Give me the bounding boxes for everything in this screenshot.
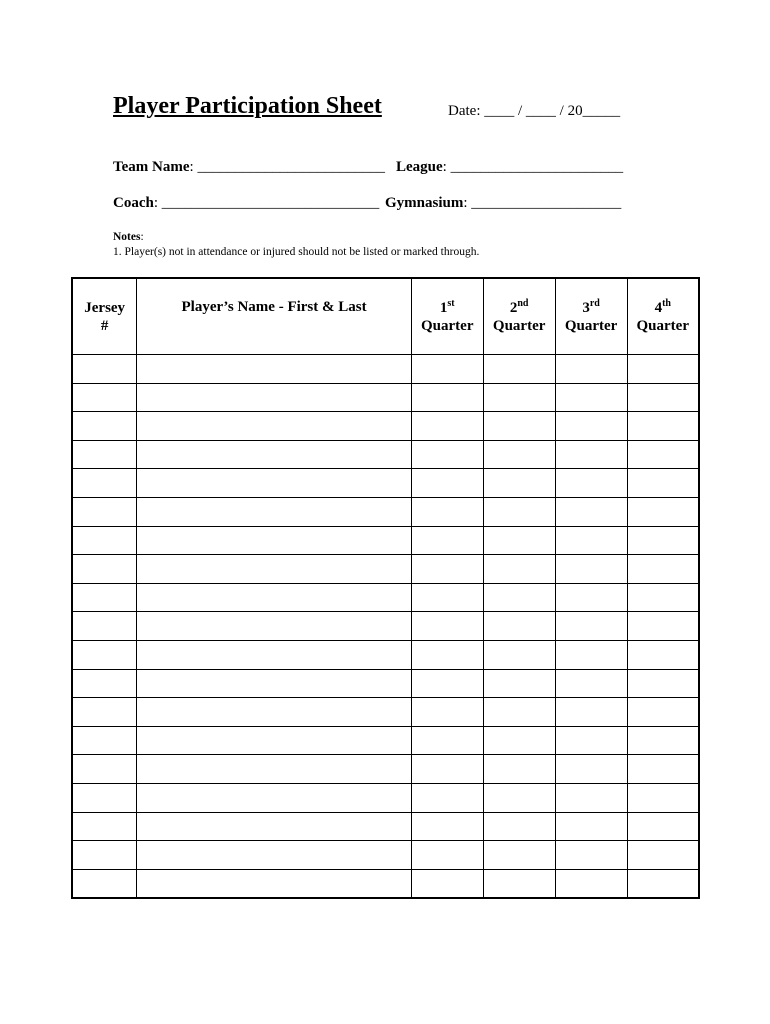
quarter-1-cell[interactable]: [411, 698, 483, 727]
quarter-2-cell[interactable]: [483, 526, 555, 555]
coach-field: [113, 195, 379, 212]
player-name-cell[interactable]: [137, 612, 412, 641]
jersey-cell[interactable]: [72, 869, 137, 898]
player-name-cell[interactable]: [137, 869, 412, 898]
player-name-header: [137, 278, 412, 355]
table-row: [72, 612, 699, 641]
quarter-4-cell[interactable]: [627, 726, 699, 755]
note-item: 1. Player(s) not in attendance or injured should not be listed or marked through.: [113, 246, 480, 258]
quarter-1-cell[interactable]: [411, 640, 483, 669]
quarter-2-cell[interactable]: [483, 440, 555, 469]
quarter-3-cell[interactable]: [555, 555, 627, 584]
quarter-4-header: [627, 278, 699, 355]
gymnasium-label: Gymnasium: [385, 195, 464, 211]
quarter-1-header: [411, 278, 483, 355]
quarter-2-cell[interactable]: [483, 555, 555, 584]
player-name-cell[interactable]: [137, 355, 412, 384]
quarter-2-cell[interactable]: [483, 698, 555, 727]
quarter-3-cell[interactable]: [555, 355, 627, 384]
player-name-cell[interactable]: [137, 669, 412, 698]
player-name-cell[interactable]: [137, 497, 412, 526]
quarter-2-cell[interactable]: [483, 812, 555, 841]
jersey-cell[interactable]: [72, 812, 137, 841]
player-name-cell[interactable]: [137, 383, 412, 412]
quarter-1-cell[interactable]: [411, 440, 483, 469]
table-row: [72, 497, 699, 526]
quarter-3-cell[interactable]: [555, 440, 627, 469]
player-name-cell[interactable]: [137, 783, 412, 812]
quarter-3-cell[interactable]: [555, 812, 627, 841]
table-row: [72, 469, 699, 498]
team-name-field: [113, 159, 385, 176]
team-name-blank: : _________________________: [189, 159, 385, 175]
quarter-2-cell[interactable]: [483, 783, 555, 812]
table-row: [72, 755, 699, 784]
jersey-header-line1: Jersey: [84, 299, 126, 316]
quarter-3-label: Quarter: [564, 317, 618, 334]
jersey-cell[interactable]: [72, 412, 137, 441]
table-row: [72, 526, 699, 555]
quarter-1-cell[interactable]: [411, 583, 483, 612]
quarter-4-cell[interactable]: [627, 440, 699, 469]
quarter-3-number: 3: [582, 299, 590, 316]
quarter-2-cell[interactable]: [483, 640, 555, 669]
quarter-3-cell[interactable]: [555, 783, 627, 812]
quarter-4-cell[interactable]: [627, 869, 699, 898]
table-body: [72, 355, 699, 899]
jersey-cell[interactable]: [72, 755, 137, 784]
player-name-cell[interactable]: [137, 412, 412, 441]
jersey-cell[interactable]: [72, 583, 137, 612]
quarter-2-cell[interactable]: [483, 726, 555, 755]
jersey-cell[interactable]: [72, 383, 137, 412]
table-row: [72, 698, 699, 727]
player-name-cell[interactable]: [137, 640, 412, 669]
quarter-4-cell[interactable]: [627, 755, 699, 784]
player-name-cell[interactable]: [137, 841, 412, 870]
player-name-cell[interactable]: [137, 469, 412, 498]
quarter-2-cell[interactable]: [483, 755, 555, 784]
quarter-2-number: 2: [509, 299, 518, 316]
quarter-4-cell[interactable]: [627, 640, 699, 669]
quarter-3-cell[interactable]: [555, 383, 627, 412]
jersey-cell[interactable]: [72, 841, 137, 870]
coach-label: Coach: [113, 195, 154, 211]
quarter-1-cell[interactable]: [411, 783, 483, 812]
table-row: [72, 583, 699, 612]
jersey-cell[interactable]: [72, 698, 137, 727]
player-name-cell[interactable]: [137, 698, 412, 727]
quarter-3-cell[interactable]: [555, 841, 627, 870]
quarter-2-cell[interactable]: [483, 412, 555, 441]
quarter-4-cell[interactable]: [627, 698, 699, 727]
jersey-cell[interactable]: [72, 726, 137, 755]
quarter-4-cell[interactable]: [627, 383, 699, 412]
jersey-cell[interactable]: [72, 526, 137, 555]
jersey-header-line2: #: [100, 317, 109, 334]
notes-section: [113, 230, 479, 260]
quarter-3-cell[interactable]: [555, 612, 627, 641]
table-row: [72, 726, 699, 755]
quarter-3-cell[interactable]: [555, 469, 627, 498]
quarter-3-cell[interactable]: [555, 412, 627, 441]
quarter-3-suffix: rd: [589, 297, 600, 309]
quarter-2-cell[interactable]: [483, 841, 555, 870]
quarter-4-label: Quarter: [636, 317, 689, 334]
player-name-cell[interactable]: [137, 555, 412, 584]
quarter-4-cell[interactable]: [627, 526, 699, 555]
quarter-2-cell[interactable]: [483, 355, 555, 384]
quarter-1-suffix: st: [447, 297, 455, 309]
table-row: [72, 440, 699, 469]
quarter-4-cell[interactable]: [627, 469, 699, 498]
quarter-1-number: 1: [439, 299, 448, 316]
notes-label-colon: :: [140, 231, 144, 243]
quarter-3-cell[interactable]: [555, 869, 627, 898]
quarter-4-number: 4: [654, 299, 663, 316]
quarter-2-cell[interactable]: [483, 669, 555, 698]
quarter-1-cell[interactable]: [411, 612, 483, 641]
gymnasium-field: [385, 195, 621, 212]
table-row: [72, 869, 699, 898]
quarter-2-cell[interactable]: [483, 583, 555, 612]
table-row: [72, 841, 699, 870]
quarter-4-cell[interactable]: [627, 669, 699, 698]
quarter-3-cell[interactable]: [555, 698, 627, 727]
player-name-header-label: Player’s Name - First & Last: [181, 299, 367, 315]
quarter-4-cell[interactable]: [627, 612, 699, 641]
quarter-3-cell[interactable]: [555, 755, 627, 784]
league-blank: : _______________________: [442, 159, 624, 175]
quarter-4-cell[interactable]: [627, 497, 699, 526]
player-name-cell[interactable]: [137, 755, 412, 784]
coach-blank: : _____________________________: [153, 195, 380, 211]
quarter-4-cell[interactable]: [627, 583, 699, 612]
team-name-label: Team Name: [113, 159, 190, 175]
jersey-cell[interactable]: [72, 555, 137, 584]
league-label: League: [396, 159, 443, 175]
quarter-4-suffix: th: [662, 297, 671, 309]
quarter-1-cell[interactable]: [411, 383, 483, 412]
quarter-2-cell[interactable]: [483, 497, 555, 526]
table-row: [72, 669, 699, 698]
page-title: Player Participation Sheet: [113, 93, 382, 119]
jersey-cell[interactable]: [72, 669, 137, 698]
quarter-2-cell[interactable]: [483, 469, 555, 498]
quarter-4-cell[interactable]: [627, 841, 699, 870]
player-name-cell[interactable]: [137, 526, 412, 555]
table-row: [72, 640, 699, 669]
quarter-1-cell[interactable]: [411, 497, 483, 526]
jersey-cell[interactable]: [72, 612, 137, 641]
quarter-4-cell[interactable]: [627, 355, 699, 384]
jersey-cell[interactable]: [72, 440, 137, 469]
participation-table: [71, 277, 700, 899]
quarter-1-cell[interactable]: [411, 726, 483, 755]
quarter-3-cell[interactable]: [555, 583, 627, 612]
quarter-1-label: Quarter: [421, 317, 474, 334]
jersey-cell[interactable]: [72, 355, 137, 384]
quarter-3-cell[interactable]: [555, 497, 627, 526]
quarter-4-cell[interactable]: [627, 555, 699, 584]
quarter-4-cell[interactable]: [627, 783, 699, 812]
quarter-1-cell[interactable]: [411, 812, 483, 841]
jersey-cell[interactable]: [72, 497, 137, 526]
jersey-cell[interactable]: [72, 640, 137, 669]
quarter-2-cell[interactable]: [483, 869, 555, 898]
player-name-cell[interactable]: [137, 812, 412, 841]
quarter-1-cell[interactable]: [411, 412, 483, 441]
quarter-1-cell[interactable]: [411, 869, 483, 898]
quarter-2-label: Quarter: [492, 317, 546, 334]
table-row: [72, 555, 699, 584]
quarter-3-cell[interactable]: [555, 669, 627, 698]
quarter-2-cell[interactable]: [483, 383, 555, 412]
date-field: Date: ____ / ____ / 20_____: [448, 103, 621, 119]
league-field: [396, 159, 623, 176]
table-row: [72, 383, 699, 412]
player-name-cell[interactable]: [137, 726, 412, 755]
jersey-cell[interactable]: [72, 783, 137, 812]
quarter-1-cell[interactable]: [411, 526, 483, 555]
table-header-row: [72, 278, 699, 355]
quarter-1-cell[interactable]: [411, 669, 483, 698]
quarter-2-suffix: nd: [517, 297, 529, 309]
table-row: [72, 355, 699, 384]
quarter-4-cell[interactable]: [627, 412, 699, 441]
quarter-1-cell[interactable]: [411, 755, 483, 784]
quarter-1-cell[interactable]: [411, 841, 483, 870]
quarter-3-cell[interactable]: [555, 526, 627, 555]
player-name-cell[interactable]: [137, 440, 412, 469]
jersey-cell[interactable]: [72, 469, 137, 498]
gymnasium-blank: : ____________________: [463, 195, 622, 211]
quarter-3-cell[interactable]: [555, 640, 627, 669]
quarter-1-cell[interactable]: [411, 555, 483, 584]
quarter-4-cell[interactable]: [627, 812, 699, 841]
quarter-1-cell[interactable]: [411, 355, 483, 384]
quarter-3-cell[interactable]: [555, 726, 627, 755]
jersey-header: [72, 278, 137, 355]
quarter-1-cell[interactable]: [411, 469, 483, 498]
player-name-cell[interactable]: [137, 583, 412, 612]
table-row: [72, 783, 699, 812]
quarter-2-cell[interactable]: [483, 612, 555, 641]
quarter-3-header: [555, 278, 627, 355]
table-row: [72, 412, 699, 441]
table-row: [72, 812, 699, 841]
notes-label: Notes: [113, 231, 141, 243]
quarter-2-header: [483, 278, 555, 355]
